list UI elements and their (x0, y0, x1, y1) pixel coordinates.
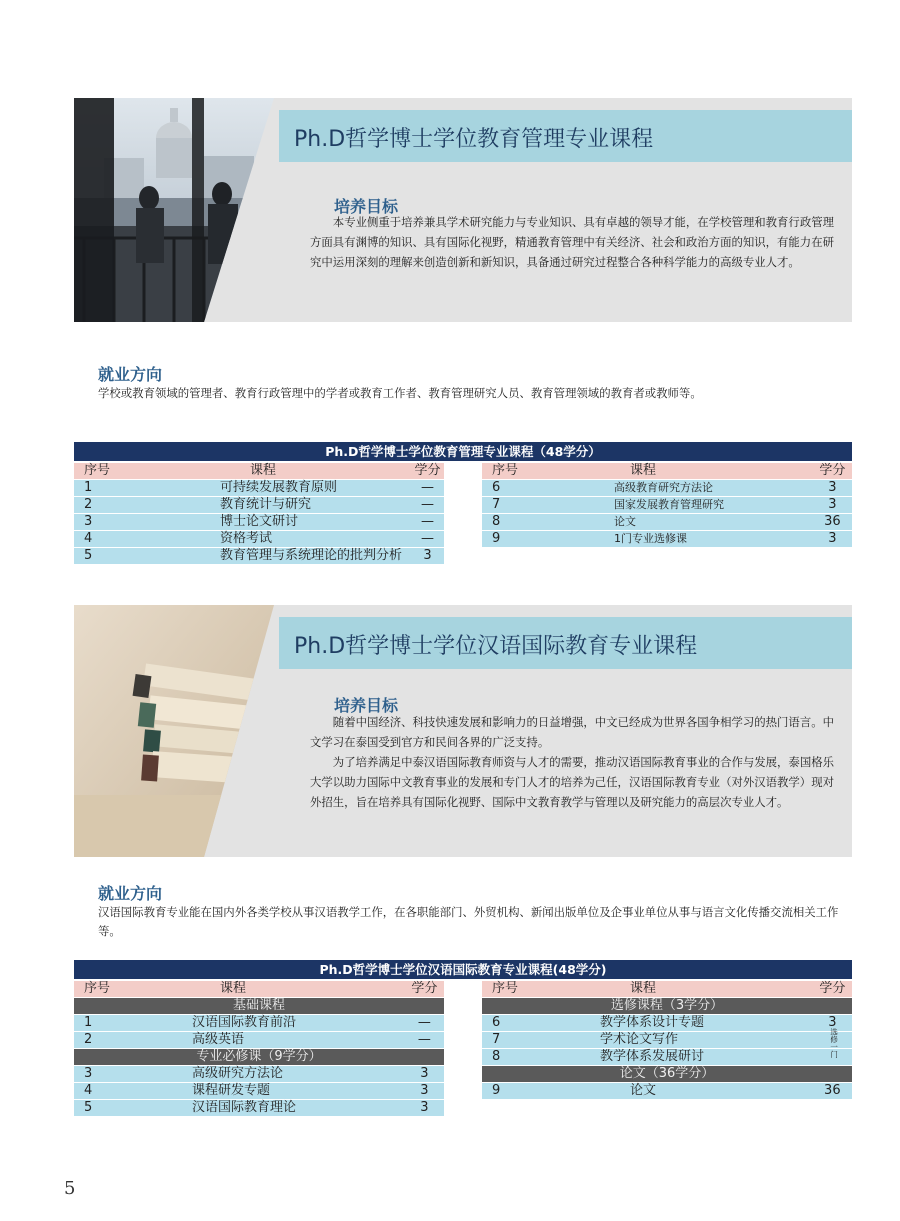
table-row (482, 1083, 852, 1099)
row-credit: — (405, 1032, 444, 1048)
photo-stacked-books (74, 605, 274, 857)
table-row (74, 1066, 444, 1082)
category-thesis: 论文（36学分） (482, 1066, 852, 1082)
section-title: Ph.D哲学博士学位汉语国际教育专业课程 (294, 634, 698, 659)
row-course: 教学体系发展研讨 (518, 1049, 813, 1065)
header-credit: 学分 (813, 981, 852, 997)
goal-paragraph-1: 随着中国经济、科技快速发展和影响力的日益增强，中文已经成为世界各国争相学习的热门语言。中文学习在泰国受到官方和民间各界的广泛支持。 (310, 715, 834, 749)
section-title: Ph.D哲学博士学位教育管理专业课程 (294, 127, 654, 152)
table-header (482, 463, 852, 479)
row-no: 8 (482, 514, 518, 530)
row-credit: 3 (813, 531, 852, 547)
row-credit: — (405, 1015, 444, 1031)
table-row (482, 531, 852, 547)
table-title: Ph.D哲学博士学位教育管理专业课程（48学分） (74, 442, 852, 461)
table-row (74, 1100, 444, 1116)
table-row (482, 480, 852, 496)
table-row (74, 1083, 444, 1099)
row-credit: 36 (813, 514, 852, 530)
category-row (482, 998, 852, 1014)
row-no: 7 (482, 497, 518, 513)
row-course: 论文 (518, 514, 813, 530)
table-title: Ph.D哲学博士学位汉语国际教育专业课程(48学分) (74, 960, 852, 979)
row-course: 资格考试 (110, 531, 411, 547)
table-row (74, 531, 444, 547)
row-no: 4 (74, 1083, 110, 1099)
row-credit-value: 3 (828, 1015, 837, 1030)
goal-heading: 培养目标 (334, 197, 399, 216)
row-credit: 3 (405, 1083, 444, 1099)
row-credit: 36 (813, 1083, 852, 1099)
row-credit: — (411, 497, 444, 513)
course-table-right (482, 980, 852, 1100)
page-number: 5 (64, 1178, 76, 1199)
header-course: 课程 (110, 981, 405, 997)
table-header (482, 981, 852, 997)
row-no: 2 (74, 1032, 110, 1048)
row-credit: 3 (813, 497, 852, 513)
table-row (74, 548, 444, 564)
table-row (482, 1049, 852, 1065)
course-table-left (74, 980, 444, 1117)
photo-city-balcony (74, 98, 274, 322)
row-credit (813, 1028, 852, 1058)
table-row (482, 497, 852, 513)
row-no: 1 (74, 480, 110, 496)
row-no: 9 (482, 1083, 518, 1099)
row-course: 学术论文写作 (518, 1032, 813, 1048)
row-course: 高级英语 (110, 1032, 405, 1048)
header-no: 序号 (74, 981, 110, 997)
header-credit: 学分 (405, 981, 444, 997)
table-header (74, 463, 444, 479)
row-no: 1 (74, 1015, 110, 1031)
table-row (482, 1032, 852, 1048)
goal-heading: 培养目标 (334, 696, 399, 715)
header-course: 课程 (110, 463, 411, 479)
row-credit: 3 (405, 1066, 444, 1082)
banner-education-management (74, 98, 852, 322)
table-row (74, 514, 444, 530)
category-row (74, 1049, 444, 1065)
category-row (482, 1066, 852, 1082)
header-course: 课程 (518, 463, 813, 479)
category-elective: 选修课程（3学分） (482, 998, 852, 1014)
category-row (74, 998, 444, 1014)
row-no: 6 (482, 1015, 518, 1031)
row-course: 高级研究方法论 (110, 1066, 405, 1082)
row-course: 汉语国际教育理论 (110, 1100, 405, 1116)
career-heading: 就业方向 (98, 884, 163, 903)
category-required: 专业必修课（9学分） (74, 1049, 444, 1065)
row-course: 教育管理与系统理论的批判分析 (110, 548, 411, 564)
table-row (74, 497, 444, 513)
row-credit: — (411, 531, 444, 547)
goal-paragraph-2: 为了培养满足中泰汉语国际教育师资与人才的需要，推动汉语国际教育事业的合作与发展，泰国格乐大学以助力国际中文教育事业的发展和专门人才的培养为己任，汉语国际教育专业（对外汉语教学）现对外招生，旨在培养具有国际化视野、国际中文教育教学与管理以及研究能力的高层次专业人才。 (310, 755, 834, 809)
row-course: 教育统计与研究 (110, 497, 411, 513)
row-credit: 3 (813, 480, 852, 496)
row-course: 国家发展教育管理研究 (518, 497, 813, 513)
row-credit: — (411, 514, 444, 530)
career-paragraph: 汉语国际教育专业能在国内外各类学校从事汉语教学工作，在各职能部门、外贸机构、新闻出版单位及企事业单位从事与语言文化传播交流相关工作等。 (98, 905, 839, 938)
banner-chinese-intl-education (74, 605, 852, 857)
table-row (482, 514, 852, 530)
elective-note: 选修一门 (829, 1028, 839, 1058)
row-no: 8 (482, 1049, 518, 1065)
row-course: 汉语国际教育前沿 (110, 1015, 405, 1031)
goal-text (310, 712, 844, 812)
table-row (74, 1015, 444, 1031)
course-table-right (482, 462, 852, 548)
table-row (74, 480, 444, 496)
row-credit: — (411, 480, 444, 496)
row-no: 2 (74, 497, 110, 513)
row-no: 5 (74, 548, 110, 564)
row-no: 7 (482, 1032, 518, 1048)
row-no: 6 (482, 480, 518, 496)
header-credit: 学分 (411, 463, 444, 479)
row-course: 教学体系设计专题 (518, 1015, 813, 1031)
row-no: 9 (482, 531, 518, 547)
category-basic: 基础课程 (74, 998, 444, 1014)
career-text: 学校或教育领域的管理者、教育行政管理中的学者或教育工作者、教育管理研究人员、教育管理领域的教育者或教师等。 (98, 386, 702, 400)
row-no: 3 (74, 1066, 110, 1082)
row-credit: 3 (405, 1100, 444, 1116)
row-no: 4 (74, 531, 110, 547)
header-course: 课程 (518, 981, 813, 997)
row-course: 博士论文研讨 (110, 514, 411, 530)
row-course: 1门专业选修课 (518, 531, 813, 547)
header-no: 序号 (74, 463, 110, 479)
table-header (74, 981, 444, 997)
row-course: 论文 (518, 1083, 813, 1099)
row-credit: 3 (411, 548, 444, 564)
row-course: 高级教育研究方法论 (518, 480, 813, 496)
career-text (98, 903, 858, 941)
header-no: 序号 (482, 463, 518, 479)
header-no: 序号 (482, 981, 518, 997)
header-credit: 学分 (813, 463, 852, 479)
career-heading: 就业方向 (98, 365, 163, 384)
row-course: 可持续发展教育原则 (110, 480, 411, 496)
row-no: 5 (74, 1100, 110, 1116)
table-row (74, 1032, 444, 1048)
course-table-left (74, 462, 444, 565)
goal-paragraph: 本专业侧重于培养兼具学术研究能力与专业知识、具有卓越的领导才能，在学校管理和教育行政管理方面具有渊博的知识、具有国际化视野，精通教育管理中有关经济、社会和政治方面的知识，有能力在研究中运用深刻的理解来创造创新和新知识，具备通过研究过程整合各种科学能力的高级专业人才。 (310, 215, 834, 269)
goal-text (310, 212, 844, 272)
row-no: 3 (74, 514, 110, 530)
table-row (482, 1015, 852, 1031)
row-course: 课程研发专题 (110, 1083, 405, 1099)
